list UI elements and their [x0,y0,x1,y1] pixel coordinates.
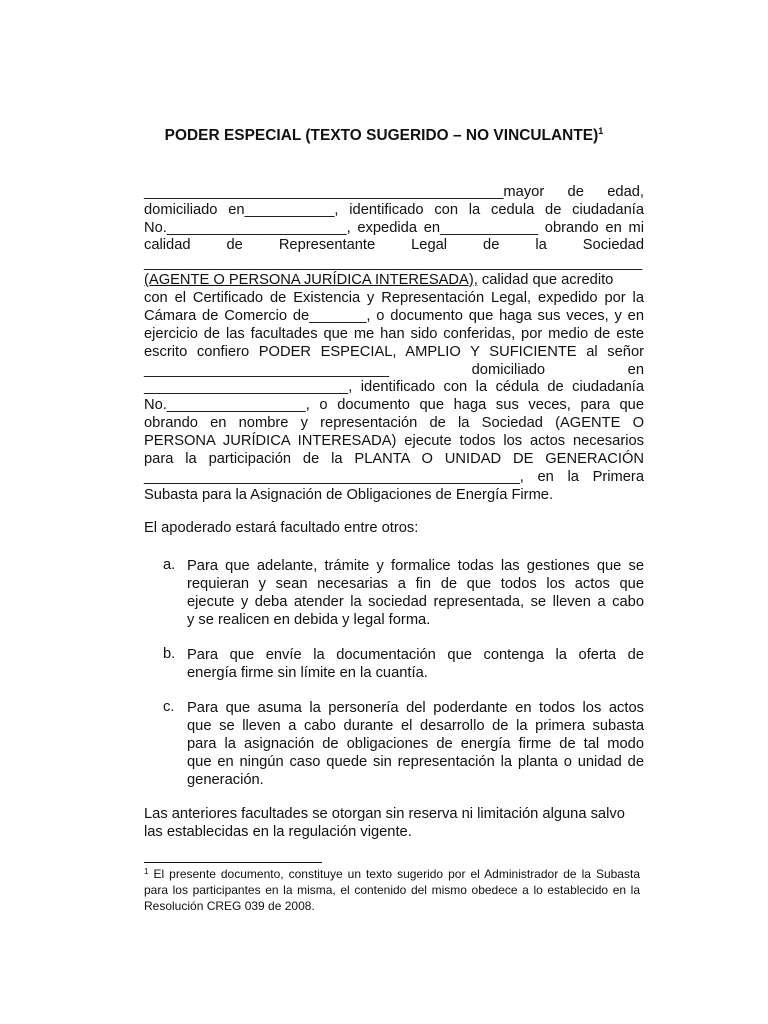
closing-line: Las anteriores facultades se otorgan sin reserva ni limitación alguna salvo [144,806,625,822]
body-line: No._________________, o documento que haga sus veces, para que [144,397,644,413]
footnote-divider [144,862,322,863]
list-intro: El apoderado estará facultado entre otros: [144,520,419,536]
body-line: domiciliado en___________, identificado con la cedula de ciudadanía [144,202,644,218]
list-item-line: para la asignación de obligaciones de energía firme de tal modo [187,736,644,752]
list-marker: c. [163,699,175,715]
body-line: Cámara de Comercio de_______, o documento que haga sus veces, y en [144,308,644,324]
body-line [144,271,644,289]
title-footnote-ref: 1 [598,126,604,136]
body-line: ______________________________________________, en la Primera [144,469,644,485]
body-line: ejercicio de las facultades que me han sido conferidas, por medio de este [144,326,644,342]
list-item-line: que se lleven a cabo durante el desarrollo de la primera subasta [187,718,644,734]
list-item-line: Para que envíe la documentación que contenga la oferta de [187,647,644,663]
body-line: calidad de Representante Legal de la Sociedad [144,237,644,253]
body-line: Subasta para la Asignación de Obligaciones de Energía Firme. [144,487,554,503]
body-line: No.______________________, expedida en____________ obrando en mi [144,220,644,236]
body-line: con el Certificado de Existencia y Representación Legal, expedido por la [144,290,644,306]
list-item-line: Para que asuma la personería del poderdante en todos los actos [187,700,644,716]
body-line: _________________________, identificado con la cédula de ciudadanía [144,379,644,395]
body-line: para la participación de la PLANTA O UNIDAD DE GENERACIÓN [144,451,644,467]
list-marker: b. [163,646,176,662]
entity-placeholder: (AGENTE O PERSONA JURÍDICA INTERESADA), [144,272,478,288]
footnote-marker: 1 [144,867,149,876]
list-item-line: y se realicen en debida y legal forma. [187,612,431,628]
list-item-line: requieran y sean necesarias a fin de que todos los actos que [187,576,644,592]
footnote-text: El presente documento, constituye un texto sugerido por el Administrador de la Subasta [148,867,640,881]
footnote-line: para los participantes en la misma, el contenido del mismo obedece a lo establecido en la [144,883,640,897]
body-line: _____________________________________________________________ [144,255,643,271]
list-item-line: que en ningún caso quede sin representación la planta o unidad de [187,754,644,770]
footnote-line [144,866,640,882]
closing-line: las establecidas en la regulación vigente. [144,824,412,840]
list-item-line: generación. [187,772,264,788]
list-marker: a. [163,557,176,573]
body-line: ______________________________ domiciliado en [144,362,644,378]
body-line: ____________________________________________mayor de edad, [144,184,644,200]
footnote-line: Resolución CREG 039 de 2008. [144,899,315,913]
title-text: PODER ESPECIAL (TEXTO SUGERIDO – NO VINCULANTE) [164,127,599,144]
list-item-line: Para que adelante, trámite y formalice todas las gestiones que se [187,558,644,574]
document-title [0,127,768,145]
body-line: PERSONA JURÍDICA INTERESADA) ejecute todos los actos necesarios [144,433,644,449]
list-item-line: energía firme sin límite en la cuantía. [187,665,428,681]
body-line: escrito confiero PODER ESPECIAL, AMPLIO Y SUFICIENTE al señor [144,344,644,360]
body-line-continuation: calidad que acredito [477,272,614,288]
list-item-line: ejecute y deba atender la sociedad representada, se lleven a cabo [187,594,644,610]
body-line: obrando en nombre y representación de la Sociedad (AGENTE O [144,415,644,431]
